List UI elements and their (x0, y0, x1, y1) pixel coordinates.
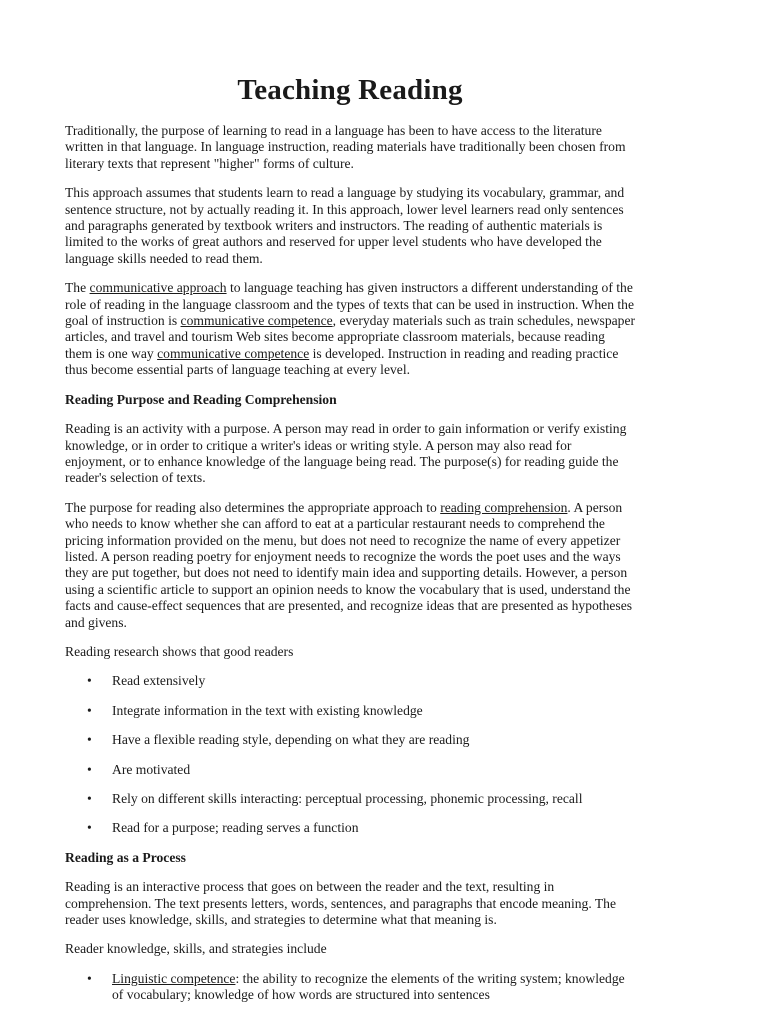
link-reading-comprehension[interactable]: reading comprehension (440, 499, 568, 515)
list-item-text: : the ability to recognize the elements of the writing system; knowledge of vocabulary; knowledge of how words are structured into sentences (112, 970, 625, 1003)
paragraph-comprehension (65, 500, 635, 631)
list-item (65, 762, 635, 778)
link-linguistic-competence[interactable]: Linguistic competence (112, 970, 236, 986)
section-heading-purpose: Reading Purpose and Reading Comprehension (65, 391, 337, 407)
document-page (65, 0, 635, 1004)
paragraph-good-readers: Reading research shows that good readers (65, 643, 294, 659)
text-segment: to language teaching has given instructors a different understanding of the role of reading in the language classroom and the types of texts that can be used in instruction. When the goal of instruction is (65, 280, 635, 329)
section-heading-process: Reading as a Process (65, 849, 186, 865)
list-item (65, 703, 635, 719)
text-segment: is developed. Instruction in reading and reading practice thus become essential parts of language teaching at every level. (65, 345, 619, 378)
good-readers-list (65, 673, 635, 836)
bullet-icon: • (87, 732, 92, 748)
page-title: Teaching Reading (237, 74, 463, 106)
list-item-text: Read for a purpose; reading serves a function (112, 820, 359, 836)
list-item (65, 820, 635, 836)
paragraph-communicative (65, 280, 635, 378)
bullet-icon: • (87, 702, 92, 718)
paragraph-process: Reading is an interactive process that goes on between the reader and the text, resulting in comprehension. The text presents letters, words, sentences, and paragraphs that encode meaning. The reader uses knowledge, skills, and strategies to determine what that meaning is. (65, 879, 616, 928)
link-communicative-competence-2[interactable]: communicative competence (157, 345, 310, 361)
list-item-text: Integrate information in the text with existing knowledge (112, 702, 423, 718)
list-item (65, 791, 635, 807)
paragraph-reader-knowledge: Reader knowledge, skills, and strategies include (65, 941, 327, 957)
bullet-icon: • (87, 673, 92, 689)
list-item-text: Read extensively (112, 673, 206, 689)
list-item (65, 673, 635, 689)
list-item-text: Are motivated (112, 761, 191, 777)
bullet-icon: • (87, 820, 92, 836)
bullet-icon: • (87, 791, 92, 806)
link-communicative-competence[interactable]: communicative competence (180, 313, 333, 329)
list-item-text: Rely on different skills interacting: perceptual processing, phonemic processing, recall (112, 791, 583, 806)
paragraph-traditional-approach: This approach assumes that students learn to read a language by studying its vocabulary, grammar, and sentence structure, not by actually reading it. In this approach, lower level learners read only sentences and paragraphs generated by textbook writers and instructors. The reading of authentic materials is limited to the works of great authors and reserved for upper level students who have developed the language skills needed to read them. (65, 185, 625, 266)
text-segment: . A person who needs to know whether she can afford to eat at a particular restaurant needs to comprehend the pricing information provided on the menu, but does not need to recognize the name of every appetizer listed. A person reading poetry for enjoyment needs to recognize the words the poet uses and the ways they are put together, but does not need to identify main idea and supporting details. However, a person using a scientific article to support an opinion needs to know the vocabulary that is used, understand the facts and cause-effect sequences that are presented, and recognize ideas that are presented as hypotheses and givens. (65, 499, 633, 630)
text-segment: The (65, 280, 90, 296)
list-item (65, 971, 635, 1004)
link-communicative-approach[interactable]: communicative approach (89, 280, 227, 296)
paragraph-purpose: Reading is an activity with a purpose. A person may read in order to gain information or verify existing knowledge, or in order to critique a writer's ideas or writing style. A person may also read for enjoyment, or to enhance knowledge of the language being read. The purpose(s) for reading guide the reader's selection of texts. (65, 421, 627, 486)
text-segment: , everyday materials such as train schedules, newspaper articles, and travel and tourism Web sites become appropriate classroom materials, because reading them is one way (65, 313, 636, 361)
bullet-icon: • (87, 761, 92, 777)
list-item (65, 732, 635, 748)
reader-knowledge-list (65, 971, 635, 1004)
text-segment: The purpose for reading also determines the appropriate approach to (65, 499, 441, 515)
paragraph-intro: Traditionally, the purpose of learning to read in a language has been to have access to the literature written in that language. In language instruction, reading materials have traditionally been chosen from literary texts that represent "higher" forms of culture. (65, 123, 626, 171)
bullet-icon: • (87, 970, 92, 986)
list-item-text: Have a flexible reading style, depending on what they are reading (112, 732, 470, 748)
